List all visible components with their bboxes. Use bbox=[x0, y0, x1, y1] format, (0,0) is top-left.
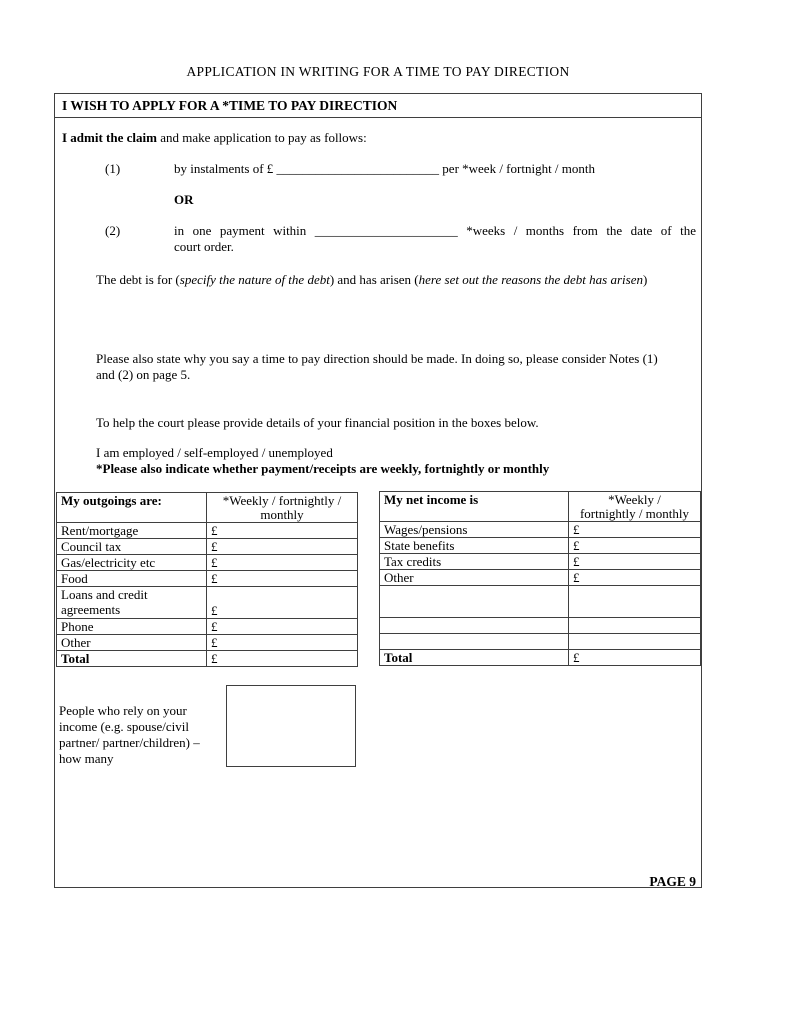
outgoings-label-cell: Other bbox=[57, 635, 207, 651]
council-tax-amount-field[interactable]: £ bbox=[207, 539, 358, 555]
payment-period-field[interactable]: ______________________ bbox=[314, 223, 458, 238]
table-row bbox=[57, 619, 358, 635]
outgoings-header-row bbox=[57, 493, 358, 523]
intro-bold-text: I admit the claim bbox=[62, 130, 157, 145]
page-number: PAGE 9 bbox=[649, 874, 696, 889]
option2-line bbox=[174, 223, 696, 255]
dependants-count-field[interactable] bbox=[226, 685, 356, 767]
employment-status-line: I am employed / self-employed / unemployed bbox=[96, 445, 333, 460]
heading-divider bbox=[55, 117, 701, 118]
application-box bbox=[54, 93, 702, 888]
debt-text-mid: ) and has arisen ( bbox=[329, 272, 419, 287]
gas-electricity-amount-field[interactable]: £ bbox=[207, 555, 358, 571]
rent-mortgage-amount-field[interactable]: £ bbox=[207, 523, 358, 539]
option1-frequency-text: per *week / fortnight / month bbox=[439, 161, 596, 176]
intro-line bbox=[62, 130, 367, 146]
outgoings-frequency-line-2: monthly bbox=[260, 507, 304, 522]
income-empty-amount-field[interactable] bbox=[569, 586, 701, 618]
option1-line bbox=[174, 161, 595, 177]
income-header-row bbox=[380, 492, 701, 522]
debt-text: The debt is for ( bbox=[96, 272, 180, 287]
notes-line-2: and (2) on page 5. bbox=[96, 367, 191, 382]
income-empty-label-cell[interactable] bbox=[380, 586, 569, 618]
outgoings-frequency-line-1: *Weekly / fortnightly / bbox=[222, 493, 342, 508]
income-empty-label-cell[interactable] bbox=[380, 634, 569, 650]
dependants-label-line-2: income (e.g. spouse/civil bbox=[59, 719, 189, 734]
box-heading: I WISH TO APPLY FOR A *TIME TO PAY DIRECTION bbox=[62, 98, 398, 113]
state-benefits-amount-field[interactable]: £ bbox=[569, 538, 701, 554]
debt-italic-hint-2: here set out the reasons the debt has arisen bbox=[418, 272, 643, 287]
dependants-label-line-4: how many bbox=[59, 751, 114, 766]
outgoings-label-cell: Loans and credit agreements bbox=[57, 587, 207, 619]
notes-line-1: Please also state why you say a time to pay direction should be made. In doing so, please consider Notes (1) bbox=[96, 351, 658, 366]
income-empty-amount-field[interactable] bbox=[569, 618, 701, 634]
option2-second-line: court order. bbox=[174, 239, 234, 254]
dependants-label-line-3: partner/ partner/children) – bbox=[59, 735, 200, 750]
intro-rest-text: and make application to pay as follows: bbox=[156, 130, 367, 145]
financial-position-intro: To help the court please provide details of your financial position in the boxes below. bbox=[96, 415, 539, 430]
employment-block bbox=[96, 445, 549, 477]
income-label-cell: State benefits bbox=[380, 538, 569, 554]
outgoings-table bbox=[56, 492, 358, 667]
page-title: APPLICATION IN WRITING FOR A TIME TO PAY DIRECTION bbox=[186, 64, 570, 79]
tax-credits-amount-field[interactable]: £ bbox=[569, 554, 701, 570]
income-empty-label-cell[interactable] bbox=[380, 618, 569, 634]
outgoings-label-cell: Council tax bbox=[57, 539, 207, 555]
other-income-amount-field[interactable]: £ bbox=[569, 570, 701, 586]
outgoings-label-cell: Phone bbox=[57, 619, 207, 635]
income-header-label: My net income is bbox=[380, 492, 569, 522]
income-frequency-line-1: *Weekly / bbox=[608, 492, 661, 507]
income-header-frequency bbox=[569, 492, 701, 522]
table-row bbox=[57, 651, 358, 667]
outgoings-header-label: My outgoings are: bbox=[57, 493, 207, 523]
table-row bbox=[380, 618, 701, 634]
income-total-label: Total bbox=[380, 650, 569, 666]
debt-text-end: ) bbox=[642, 272, 648, 287]
payment-frequency-note: *Please also indicate whether payment/receipts are weekly, fortnightly or monthly bbox=[96, 461, 550, 476]
income-table bbox=[379, 491, 701, 666]
option1-number: (1) bbox=[105, 161, 121, 176]
table-row bbox=[57, 555, 358, 571]
table-row bbox=[57, 523, 358, 539]
phone-amount-field[interactable]: £ bbox=[207, 619, 358, 635]
table-row bbox=[57, 587, 358, 619]
income-empty-amount-field[interactable] bbox=[569, 634, 701, 650]
food-amount-field[interactable]: £ bbox=[207, 571, 358, 587]
income-label-cell: Other bbox=[380, 570, 569, 586]
total-income-amount-field[interactable]: £ bbox=[569, 650, 701, 666]
table-row bbox=[380, 634, 701, 650]
dependants-label-line-1: People who rely on your bbox=[59, 703, 187, 718]
outgoings-label-cell: Food bbox=[57, 571, 207, 587]
other-outgoing-amount-field[interactable]: £ bbox=[207, 635, 358, 651]
option2-after-text: *weeks / months from the date of the bbox=[457, 223, 696, 238]
table-row bbox=[380, 570, 701, 586]
option2-first-line bbox=[174, 223, 696, 239]
option1-before-text: by instalments of £ bbox=[174, 161, 277, 176]
table-row bbox=[380, 586, 701, 618]
outgoings-label-cell: Rent/mortgage bbox=[57, 523, 207, 539]
table-row bbox=[380, 554, 701, 570]
debt-italic-hint-1: specify the nature of the debt bbox=[179, 272, 330, 287]
total-outgoings-amount-field[interactable]: £ bbox=[207, 651, 358, 667]
option2-before-text: in one payment within bbox=[174, 223, 315, 238]
debt-description-paragraph bbox=[96, 272, 647, 288]
income-label-cell: Tax credits bbox=[380, 554, 569, 570]
wages-pensions-amount-field[interactable]: £ bbox=[569, 522, 701, 538]
outgoings-total-label: Total bbox=[57, 651, 207, 667]
table-row bbox=[57, 571, 358, 587]
table-row bbox=[380, 538, 701, 554]
table-row bbox=[380, 522, 701, 538]
outgoings-label-cell: Gas/electricity etc bbox=[57, 555, 207, 571]
table-row bbox=[380, 650, 701, 666]
dependants-label bbox=[59, 703, 200, 767]
or-label: OR bbox=[174, 192, 194, 207]
income-frequency-line-2: fortnightly / monthly bbox=[579, 506, 690, 521]
loans-credit-amount-field[interactable]: £ bbox=[207, 587, 358, 619]
table-row bbox=[57, 635, 358, 651]
table-row bbox=[57, 539, 358, 555]
instalment-amount-field[interactable]: _________________________ bbox=[276, 161, 440, 176]
outgoings-header-frequency bbox=[207, 493, 358, 523]
option2-number: (2) bbox=[105, 223, 121, 238]
notes-paragraph bbox=[96, 351, 697, 383]
income-label-cell: Wages/pensions bbox=[380, 522, 569, 538]
